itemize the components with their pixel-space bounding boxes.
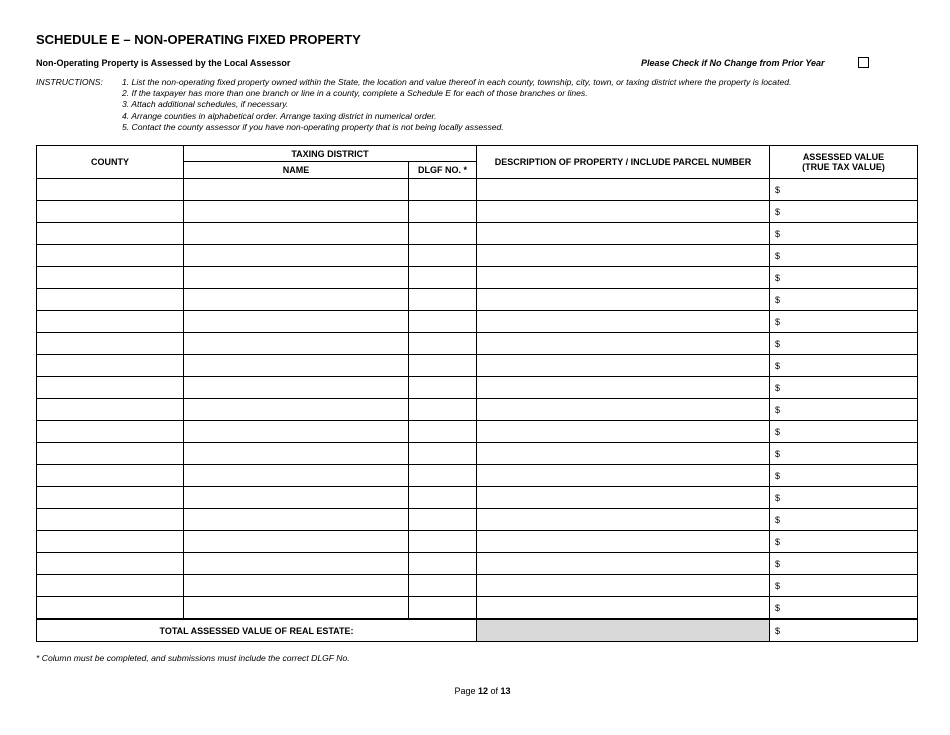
description-cell[interactable] bbox=[477, 531, 770, 553]
description-cell[interactable] bbox=[477, 223, 770, 245]
table-row bbox=[37, 553, 918, 575]
assessed-value-cell[interactable]: $ bbox=[770, 531, 918, 553]
assessed-value-cell[interactable]: $ bbox=[770, 223, 918, 245]
table-row bbox=[37, 465, 918, 487]
instruction-item: 4. Arrange counties in alphabetical order. Arrange taxing district in numerical order. bbox=[122, 110, 437, 121]
description-cell[interactable] bbox=[477, 399, 770, 421]
description-cell[interactable] bbox=[477, 245, 770, 267]
district-name-cell[interactable] bbox=[184, 311, 409, 333]
table-row bbox=[37, 399, 918, 421]
page-title: SCHEDULE E – NON-OPERATING FIXED PROPERTY bbox=[36, 32, 361, 47]
district-name-cell[interactable] bbox=[184, 289, 409, 311]
county-cell[interactable] bbox=[37, 531, 184, 553]
table-row bbox=[37, 267, 918, 289]
description-cell[interactable] bbox=[477, 201, 770, 223]
page-total: 13 bbox=[500, 686, 511, 696]
district-name-cell[interactable] bbox=[184, 377, 409, 399]
description-cell[interactable] bbox=[477, 443, 770, 465]
page-number bbox=[0, 686, 950, 696]
assessed-value-cell[interactable]: $ bbox=[770, 267, 918, 289]
county-cell[interactable] bbox=[37, 509, 184, 531]
dlgf-cell[interactable] bbox=[409, 421, 477, 443]
dlgf-cell[interactable] bbox=[409, 465, 477, 487]
instructions-label: INSTRUCTIONS: bbox=[36, 77, 103, 87]
assessed-value-cell[interactable]: $ bbox=[770, 487, 918, 509]
no-change-label: Please Check if No Change from Prior Year bbox=[641, 58, 825, 68]
table-row bbox=[37, 333, 918, 355]
page-current: 12 bbox=[477, 686, 488, 696]
dlgf-header: DLGF NO. * bbox=[409, 162, 477, 179]
county-cell[interactable] bbox=[37, 201, 184, 223]
assessed-value-cell[interactable]: $ bbox=[770, 311, 918, 333]
table-row bbox=[37, 597, 918, 620]
county-cell[interactable] bbox=[37, 575, 184, 597]
county-cell[interactable] bbox=[37, 245, 184, 267]
assessed-value-cell[interactable]: $ bbox=[770, 465, 918, 487]
table-row bbox=[37, 223, 918, 245]
table-row bbox=[37, 245, 918, 267]
county-cell[interactable] bbox=[37, 179, 184, 201]
description-cell[interactable] bbox=[477, 597, 770, 620]
table-row bbox=[37, 179, 918, 201]
assessed-value-cell[interactable]: $ bbox=[770, 333, 918, 355]
dlgf-cell[interactable] bbox=[409, 355, 477, 377]
schedule-table bbox=[36, 145, 918, 642]
county-cell[interactable] bbox=[37, 597, 184, 620]
assessor-subtitle: Non-Operating Property is Assessed by the Local Assessor bbox=[36, 58, 291, 68]
dlgf-cell[interactable] bbox=[409, 223, 477, 245]
assessed-value-cell[interactable]: $ bbox=[770, 377, 918, 399]
total-shaded-cell bbox=[477, 619, 770, 642]
footnote: * Column must be completed, and submissions must include the correct DLGF No. bbox=[36, 653, 350, 663]
table-row bbox=[37, 289, 918, 311]
page-separator: of bbox=[490, 686, 499, 696]
assessed-value-cell[interactable]: $ bbox=[770, 575, 918, 597]
assessed-value-header-line1: ASSESSED VALUE bbox=[802, 152, 885, 162]
table-row bbox=[37, 311, 918, 333]
district-name-cell[interactable] bbox=[184, 465, 409, 487]
dlgf-cell[interactable] bbox=[409, 399, 477, 421]
district-name-cell[interactable] bbox=[184, 179, 409, 201]
description-header: DESCRIPTION OF PROPERTY / INCLUDE PARCEL NUMBER bbox=[477, 146, 770, 179]
table-row bbox=[37, 201, 918, 223]
instruction-item: 1. List the non-operating fixed property owned within the State, the location and value thereof in each county, township, city, town, or taxing district where the property is located. bbox=[122, 77, 792, 87]
county-cell[interactable] bbox=[37, 267, 184, 289]
table-row bbox=[37, 487, 918, 509]
assessed-value-cell[interactable]: $ bbox=[770, 597, 918, 620]
county-cell[interactable] bbox=[37, 355, 184, 377]
assessed-value-cell[interactable]: $ bbox=[770, 289, 918, 311]
county-cell[interactable] bbox=[37, 223, 184, 245]
description-cell[interactable] bbox=[477, 355, 770, 377]
description-cell[interactable] bbox=[477, 179, 770, 201]
table-row bbox=[37, 355, 918, 377]
dlgf-cell[interactable] bbox=[409, 531, 477, 553]
total-row bbox=[37, 619, 918, 642]
description-cell[interactable] bbox=[477, 333, 770, 355]
county-cell[interactable] bbox=[37, 311, 184, 333]
assessed-value-cell[interactable]: $ bbox=[770, 421, 918, 443]
assessed-value-cell[interactable]: $ bbox=[770, 509, 918, 531]
district-name-cell[interactable] bbox=[184, 421, 409, 443]
district-name-cell[interactable] bbox=[184, 597, 409, 620]
table-row bbox=[37, 531, 918, 553]
description-cell[interactable] bbox=[477, 575, 770, 597]
dlgf-cell[interactable] bbox=[409, 311, 477, 333]
instruction-item: 5. Contact the county assessor if you have non-operating property that is not being locally assessed. bbox=[122, 121, 504, 132]
county-cell[interactable] bbox=[37, 487, 184, 509]
dlgf-cell[interactable] bbox=[409, 509, 477, 531]
description-cell[interactable] bbox=[477, 421, 770, 443]
description-cell[interactable] bbox=[477, 377, 770, 399]
description-cell[interactable] bbox=[477, 289, 770, 311]
district-name-cell[interactable] bbox=[184, 443, 409, 465]
district-name-cell[interactable] bbox=[184, 531, 409, 553]
dlgf-cell[interactable] bbox=[409, 377, 477, 399]
no-change-checkbox[interactable] bbox=[858, 57, 869, 68]
description-cell[interactable] bbox=[477, 553, 770, 575]
description-cell[interactable] bbox=[477, 267, 770, 289]
instruction-item: 2. If the taxpayer has more than one branch or line in a county, complete a Schedule E for each of those branches or lines. bbox=[122, 88, 588, 99]
table-row bbox=[37, 421, 918, 443]
schedule-rows bbox=[37, 179, 918, 620]
table-row bbox=[37, 509, 918, 531]
dlgf-cell[interactable] bbox=[409, 289, 477, 311]
assessed-value-cell[interactable]: $ bbox=[770, 553, 918, 575]
dlgf-cell[interactable] bbox=[409, 245, 477, 267]
description-cell[interactable] bbox=[477, 487, 770, 509]
instruction-item: 3. Attach additional schedules, if necessary. bbox=[122, 99, 289, 110]
table-row bbox=[37, 443, 918, 465]
county-cell[interactable] bbox=[37, 377, 184, 399]
county-cell[interactable] bbox=[37, 421, 184, 443]
district-name-cell[interactable] bbox=[184, 333, 409, 355]
name-header: NAME bbox=[184, 162, 409, 179]
description-cell[interactable] bbox=[477, 311, 770, 333]
table-row bbox=[37, 377, 918, 399]
assessed-value-cell[interactable]: $ bbox=[770, 245, 918, 267]
district-name-cell[interactable] bbox=[184, 509, 409, 531]
county-cell[interactable] bbox=[37, 443, 184, 465]
total-value-cell[interactable]: $ bbox=[770, 619, 918, 642]
district-name-cell[interactable] bbox=[184, 399, 409, 421]
assessed-value-cell[interactable]: $ bbox=[770, 399, 918, 421]
county-cell[interactable] bbox=[37, 465, 184, 487]
dlgf-cell[interactable] bbox=[409, 487, 477, 509]
dlgf-cell[interactable] bbox=[409, 443, 477, 465]
district-name-cell[interactable] bbox=[184, 201, 409, 223]
county-cell[interactable] bbox=[37, 399, 184, 421]
county-cell[interactable] bbox=[37, 333, 184, 355]
total-label: TOTAL ASSESSED VALUE OF REAL ESTATE: bbox=[37, 619, 477, 642]
taxing-district-header: TAXING DISTRICT bbox=[184, 146, 477, 162]
assessed-value-cell[interactable]: $ bbox=[770, 201, 918, 223]
dlgf-cell[interactable] bbox=[409, 575, 477, 597]
dlgf-cell[interactable] bbox=[409, 333, 477, 355]
district-name-cell[interactable] bbox=[184, 575, 409, 597]
assessed-value-cell[interactable]: $ bbox=[770, 443, 918, 465]
assessed-value-cell[interactable]: $ bbox=[770, 355, 918, 377]
assessed-value-header bbox=[770, 146, 918, 179]
county-cell[interactable] bbox=[37, 553, 184, 575]
county-header: COUNTY bbox=[37, 146, 184, 179]
description-cell[interactable] bbox=[477, 509, 770, 531]
district-name-cell[interactable] bbox=[184, 355, 409, 377]
description-cell[interactable] bbox=[477, 465, 770, 487]
assessed-value-cell[interactable]: $ bbox=[770, 179, 918, 201]
county-cell[interactable] bbox=[37, 289, 184, 311]
district-name-cell[interactable] bbox=[184, 223, 409, 245]
district-name-cell[interactable] bbox=[184, 267, 409, 289]
dlgf-cell[interactable] bbox=[409, 597, 477, 620]
page-prefix: Page bbox=[454, 686, 476, 696]
district-name-cell[interactable] bbox=[184, 487, 409, 509]
dlgf-cell[interactable] bbox=[409, 267, 477, 289]
dlgf-cell[interactable] bbox=[409, 179, 477, 201]
assessed-value-header-line2: (TRUE TAX VALUE) bbox=[802, 162, 885, 172]
table-row bbox=[37, 575, 918, 597]
district-name-cell[interactable] bbox=[184, 553, 409, 575]
dlgf-cell[interactable] bbox=[409, 553, 477, 575]
instructions-list bbox=[122, 77, 912, 133]
dlgf-cell[interactable] bbox=[409, 201, 477, 223]
district-name-cell[interactable] bbox=[184, 245, 409, 267]
